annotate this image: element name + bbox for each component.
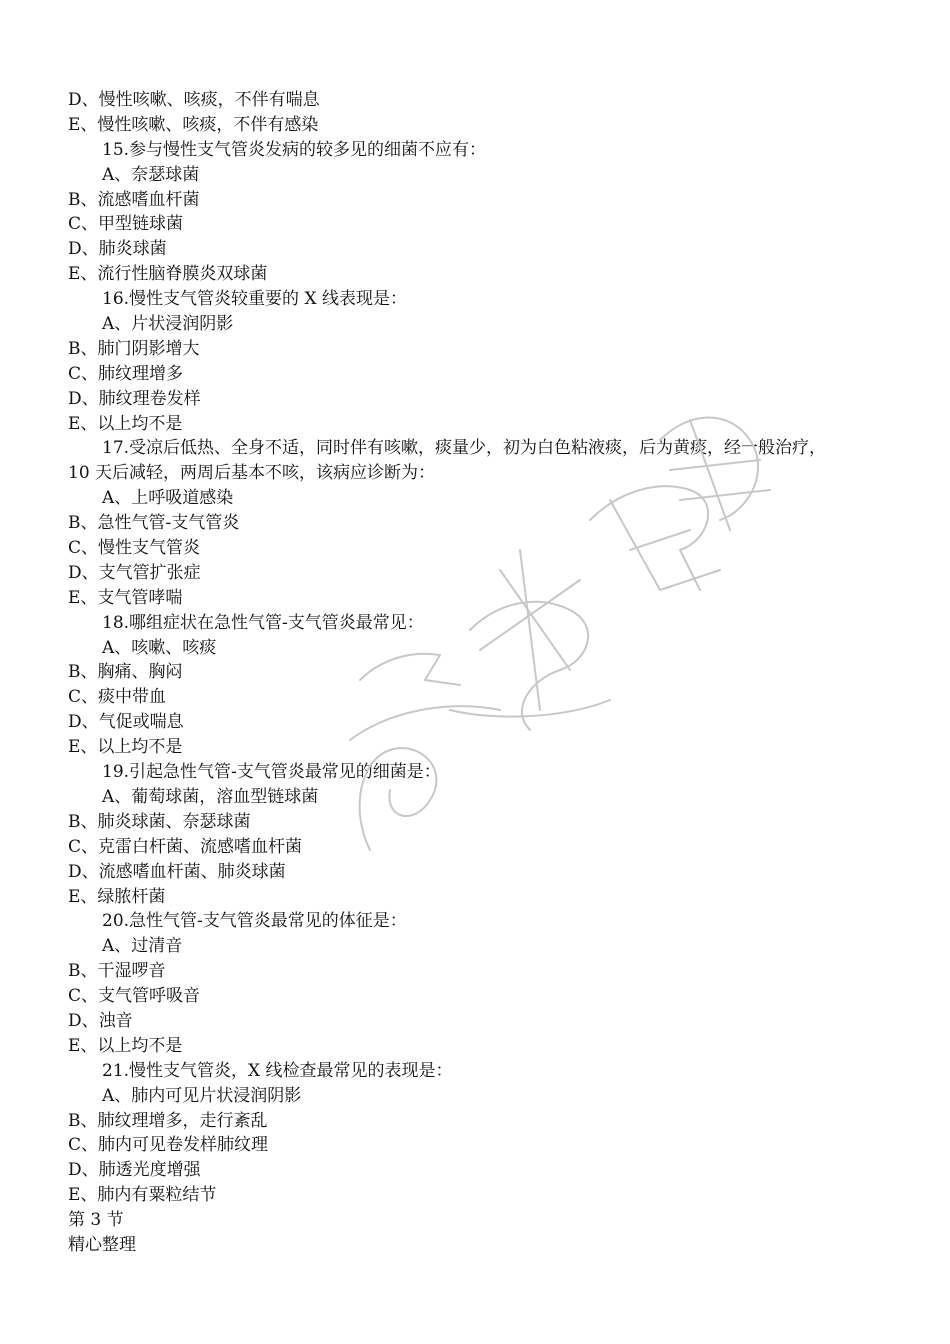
option-line: E、支气管哮喘 xyxy=(68,587,183,608)
option-line: D、浊音 xyxy=(68,1010,133,1031)
option-line: B、肺纹理增多，走行紊乱 xyxy=(68,1110,268,1131)
option-line: C、甲型链球菌 xyxy=(68,214,184,235)
option-line: B、胸痛、胸闷 xyxy=(68,662,183,683)
option-line: 10 天后减轻，两周后基本不咳，该病应诊断为： xyxy=(68,463,436,484)
document-body xyxy=(68,88,898,1258)
question-line: 15.参与慢性支气管炎发病的较多见的细菌不应有： xyxy=(102,139,487,160)
option-line: E、肺内有粟粒结节 xyxy=(68,1185,217,1206)
option-line: B、肺门阴影增大 xyxy=(68,338,200,359)
option-line: E、慢性咳嗽、咳痰，不伴有感染 xyxy=(68,114,319,135)
option-line: E、流行性脑脊膜炎双球菌 xyxy=(68,264,268,285)
option-line: C、克雷白杆菌、流感嗜血杆菌 xyxy=(68,836,303,857)
option-a-line: A、肺内可见片状浸润阴影 xyxy=(102,1085,302,1106)
option-a-line: A、片状浸润阴影 xyxy=(102,314,234,335)
option-line: C、痰中带血 xyxy=(68,687,167,708)
option-line: B、急性气管-支气管炎 xyxy=(68,513,240,534)
option-line: D、肺炎球菌 xyxy=(68,239,167,260)
option-a-line: A、上呼吸道感染 xyxy=(102,488,234,509)
option-line: E、以上均不是 xyxy=(68,413,183,434)
option-line: E、以上均不是 xyxy=(68,1035,183,1056)
option-line: C、肺纹理增多 xyxy=(68,363,184,384)
option-line: E、绿脓杆菌 xyxy=(68,886,166,907)
option-line: B、肺炎球菌、奈瑟球菌 xyxy=(68,811,251,832)
option-line: D、肺透光度增强 xyxy=(68,1160,201,1181)
option-line: B、流感嗜血杆菌 xyxy=(68,189,200,210)
option-line: 第 3 节 xyxy=(68,1210,124,1231)
option-line: 精心整理 xyxy=(68,1234,136,1255)
option-line: D、气促或喘息 xyxy=(68,712,184,733)
option-line: B、干湿啰音 xyxy=(68,961,166,982)
option-line: D、流感嗜血杆菌、肺炎球菌 xyxy=(68,861,286,882)
question-line: 20.急性气管-支气管炎最常见的体征是： xyxy=(102,911,407,932)
option-line: D、肺纹理卷发样 xyxy=(68,388,201,409)
option-a-line: A、咳嗽、咳痰 xyxy=(102,637,217,658)
question-line: 19.引起急性气管-支气管炎最常见的细菌是： xyxy=(102,762,441,783)
option-line: C、肺内可见卷发样肺纹理 xyxy=(68,1135,269,1156)
question-line: 17.受凉后低热、全身不适，同时伴有咳嗽，痰量少，初为白色粘液痰，后为黄痰，经一般治疗， xyxy=(102,438,827,459)
option-line: C、慢性支气管炎 xyxy=(68,538,201,559)
option-line: C、支气管呼吸音 xyxy=(68,986,201,1007)
option-line: E、以上均不是 xyxy=(68,737,183,758)
option-line: D、慢性咳嗽、咳痰，不伴有喘息 xyxy=(68,90,320,110)
question-line: 16.慢性支气管炎较重要的 X 线表现是： xyxy=(102,289,407,310)
question-line: 18.哪组症状在急性气管-支气管炎最常见： xyxy=(102,612,424,633)
option-a-line: A、葡萄球菌，溶血型链球菌 xyxy=(102,786,319,807)
option-a-line: A、过清音 xyxy=(102,936,183,957)
question-line: 21.慢性支气管炎，X 线检查最常见的表现是： xyxy=(102,1060,453,1081)
option-line: D、支气管扩张症 xyxy=(68,562,201,583)
option-a-line: A、奈瑟球菌 xyxy=(102,164,200,185)
